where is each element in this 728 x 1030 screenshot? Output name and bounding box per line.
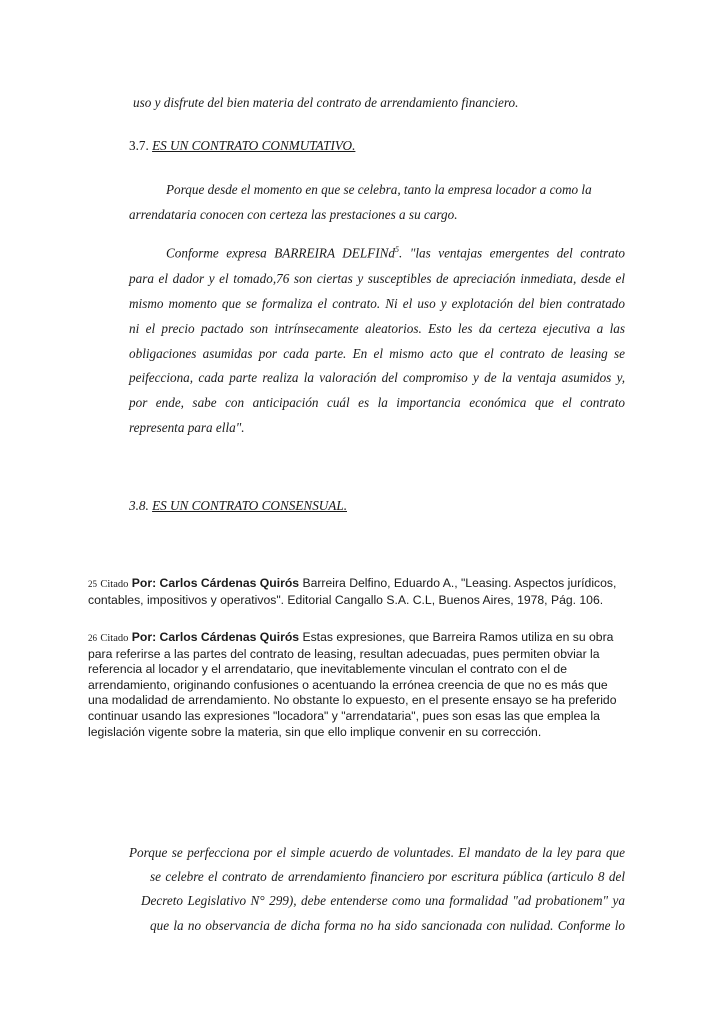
footnote-author: Por: Carlos Cárdenas Quirós [131,576,300,590]
bottom-line-2: se celebre el contrato de arrendamiento financiero por escritura pública (articulo 8 del [150,869,625,884]
footnote-text: Barreira Delfino, Eduardo A., "Leasing. Aspectos jurídicos, contables, impositivos y operativos". Editorial Cangallo S.A. C.L, Buenos Aires, 1978, Pág. 106. [88,576,617,607]
section-heading-3-7 [129,138,355,154]
paragraph-2-line-1 [166,245,625,261]
footnote-number: 26 [88,633,97,643]
text-segment: Conforme expresa BARREIRA DELFINd [166,245,396,261]
footnote-26 [88,630,628,740]
paragraph-1-line-1: Porque desde el momento en que se celebra, tanto la empresa locador a como la [166,182,592,197]
footnote-cited: Citado [100,579,129,590]
bottom-line-3: Decreto Legislativo N° 299), debe entenderse como una formalidad "ad probationem" ya [141,893,625,908]
paragraph-2-line-8: representa para ella". [129,420,245,435]
paragraph-2-line-3: mismo momento que se formaliza el contrato. Ni el uso y explotación del bien contratado [129,296,625,311]
footnote-author: Por: Carlos Cárdenas Quirós [131,630,300,644]
paragraph-2-line-4: ni el precio pactado son intrínsecamente aleatorios. Esto les da certeza ejecutiva a las [129,321,625,336]
bottom-line-4: que la no observancia de dicha forma no ha sido sancionada con nulidad. Conforme lo [150,918,625,933]
intro-line: uso y disfrute del bien materia del contrato de arrendamiento financiero. [133,95,519,110]
section-heading-3-8 [129,498,347,514]
footnote-text: Estas expresiones, que Barreira Ramos utiliza en su obra para referirse a las partes del contrato de leasing, resultan adecuadas, pues permiten obviar la referencia al locador y el arrendatario, que inevitablemente vinculan el contrato con el de arrendamiento, originando confusiones o acentuando la errónea creencia de que no es más que una modalidad de arrendamiento. No obstante lo expuesto, en el presente ensayo se ha preferido continuar usando las expresiones "locadora" y "arrendataria", pues son esas las que emplea la legislación vigente sobre la materia, sin que ello implique convenir en su corrección. [88,630,617,739]
footnote-reference: 5 [395,245,400,254]
bottom-line-1: Porque se perfecciona por el simple acuerdo de voluntades. El mandato de la ley para que [129,845,625,860]
paragraph-2-line-2: para el dador y el tomado,76 son ciertas y susceptibles de apreciación inmediata, desde el [129,271,625,286]
footnote-number: 25 [88,579,97,589]
paragraph-1-line-2: arrendataria conocen con certeza las prestaciones a su cargo. [129,207,458,222]
paragraph-2-line-5: obligaciones asumidas por cada parte. En el mismo acto que el contrato de leasing se [129,346,625,361]
section-title: ES UN CONTRATO CONSENSUAL. [152,498,347,513]
section-number: 3.7. [129,138,149,153]
footnote-25 [88,576,628,608]
footnote-cited: Citado [100,633,129,644]
text-segment: . "las ventajas emergentes del contrato [399,245,625,261]
section-number: 3.8. [129,498,149,513]
paragraph-2-line-7: por ende, sabe con anticipación cuál es la importancia económica que el contrato [129,395,625,410]
section-title: ES UN CONTRATO CONMUTATIVO. [152,138,356,153]
paragraph-2-line-6: peifecciona, cada parte realiza la valoración del compromiso y de la ventaja asumidos y, [129,370,625,385]
